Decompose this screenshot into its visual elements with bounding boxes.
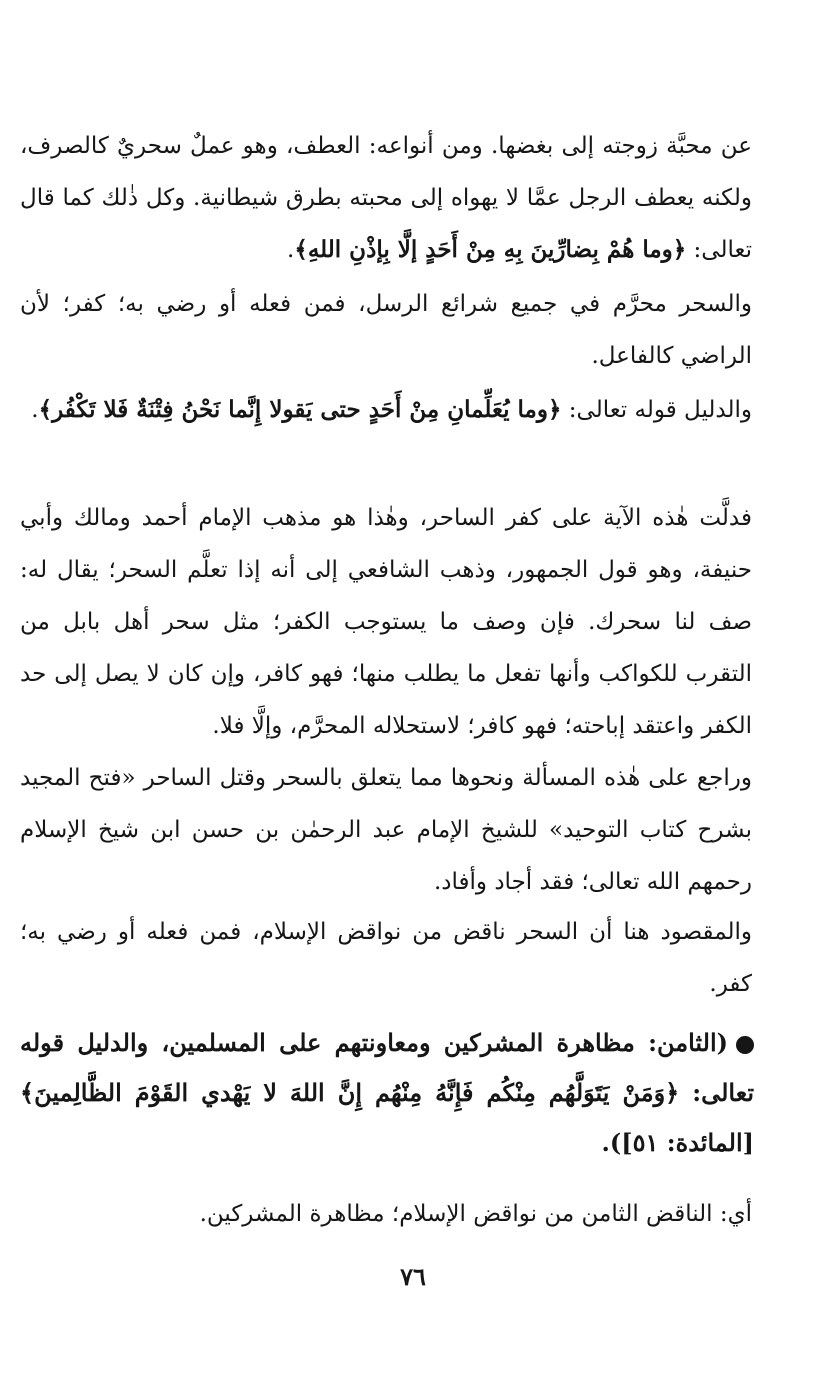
paragraph-end: . <box>287 237 295 263</box>
paragraph-text: والسحر محرَّم في جميع شرائع الرسل، فمن فعله أو رضي به؛ كفر؛ لأن الراضي كالفاعل. <box>20 291 752 369</box>
paragraph-text: أي: الناقض الثامن من نواقض الإسلام؛ مظاهرة المشركين. <box>199 1201 752 1227</box>
page-number: ٧٦ <box>400 1262 426 1291</box>
paragraph-reference <box>20 752 752 908</box>
bullet-icon <box>736 1036 754 1054</box>
section-heading-text: (الثامن: مظاهرة المشركين ومعاونتهم على المسلمين، والدليل قوله تعالى: <box>20 1028 754 1107</box>
paragraph-end: . <box>31 397 39 423</box>
paragraph-text: عن محبَّة زوجته إلى بغضها. ومن أنواعه: العطف، وهو عملٌ سحريٌ كالصرف، ولكنه يعطف الرجل عمَّا لا يهواه إلى محبته بطرق شيطانية. وكل ذٰلك كما قال تعالى: <box>20 133 752 263</box>
paragraph-evidence <box>20 384 752 436</box>
paragraph-magic-forbidden <box>20 278 752 382</box>
verse-reference: [المائدة: ٥١]). <box>601 1128 754 1157</box>
section-eighth-nullifier <box>20 1018 754 1168</box>
paragraph-text: والدليل قوله تعالى: <box>561 397 752 423</box>
paragraph-commentary <box>20 1188 752 1240</box>
paragraph-text: فدلَّت هٰذه الآية على كفر الساحر، وهٰذا هو مذهب الإمام أحمد ومالك وأبي حنيفة، وهو قول الجمهور، وذهب الشافعي إلى أنه إذا تعلَّم السحر؛ يقال له: صف لنا سحرك. فإن وصف ما يستوجب الكفر؛ مثل سحر أهل بابل من التقرب للكواكب وأنها تفعل ما يطلب منها؛ فهو كافر، وإن كان لا يصل إلى حد الكفر واعتقد إباحته؛ فهو كافر؛ لاستحلاله المحرَّم، وإلَّا فلا. <box>20 505 752 739</box>
quran-verse: ﴿وَمَنْ يَتَوَلَّهُم مِنْكُم فَإِنَّهُ مِنْهُم إِنَّ اللهَ لا يَهْدي القَوْمَ الظَّالِمينَ﴾ <box>20 1078 680 1107</box>
paragraph-scholars-opinion <box>20 492 752 752</box>
paragraph-enchantment <box>20 120 752 276</box>
quran-verse: ﴿وما يُعَلِّمانِ مِنْ أَحَدٍ حتى يَقولا إِنَّما نَحْنُ فِتْنَةٌ فَلا تَكْفُر﴾ <box>38 396 562 423</box>
quran-verse: ﴿وما هُمْ بِضارِّينَ بِهِ مِنْ أَحَدٍ إلَّا بِإذْنِ اللهِ﴾ <box>294 236 687 263</box>
paragraph-text: وراجع على هٰذه المسألة ونحوها مما يتعلق بالسحر وقتل الساحر «فتح المجيد بشرح كتاب التوحيد» للشيخ الإمام عبد الرحمٰن بن حسن ابن شيخ الإسلام رحمهم الله تعالى؛ فقد أجاد وأفاد. <box>20 765 752 895</box>
paragraph-conclusion <box>20 906 752 1010</box>
paragraph-text: والمقصود هنا أن السحر ناقض من نواقض الإسلام، فمن فعله أو رضي به؛ كفر. <box>20 919 752 997</box>
